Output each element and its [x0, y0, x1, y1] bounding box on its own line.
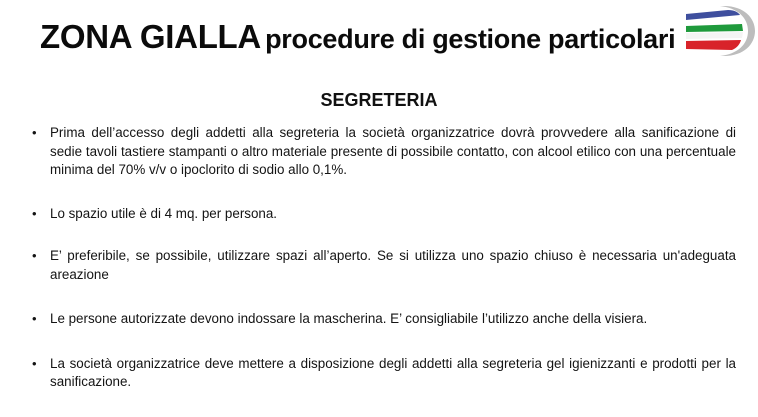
title-subtitle: procedure di gestione particolari: [265, 24, 676, 54]
bullet-item: • Le persone autorizzate devono indossare la mascherina. E’ consigliabile l’utilizzo anche della visiera.: [30, 310, 736, 329]
logo-blue-band: [686, 10, 740, 20]
bullet-item: • E’ preferibile, se possibile, utilizzare spazi all’aperto. Se si utilizza uno spazio chiuso è necessaria un'adeguata areazione: [30, 247, 736, 284]
federation-logo-icon: [684, 4, 756, 58]
slide-title: [40, 18, 675, 56]
title-zone: ZONA GIALLA: [40, 18, 261, 55]
logo-white-band: [686, 32, 743, 39]
bullet-item: • Prima dell’accesso degli addetti alla segreteria la società organizzatrice dovrà provvedere alla sanificazione di sedie tavoli tastiere stampanti o altro materiale presente di possibile contatto, con alcool etilico con una percentuale minima del 70% v/v o ipoclorito di sodio allo 0,1%.: [30, 124, 736, 180]
bullet-list: [30, 124, 736, 392]
bullet-item: • La società organizzatrice deve mettere a disposizione degli addetti alla segreteria gel igienizzanti e prodotti per la sanificazione.: [30, 355, 736, 392]
logo-green-band: [686, 24, 743, 32]
logo-red-band: [686, 40, 741, 50]
logo-graphic: [684, 4, 756, 58]
bullet-item: • Lo spazio utile è di 4 mq. per persona.: [30, 205, 736, 224]
section-heading: SEGRETERIA: [320, 90, 438, 110]
